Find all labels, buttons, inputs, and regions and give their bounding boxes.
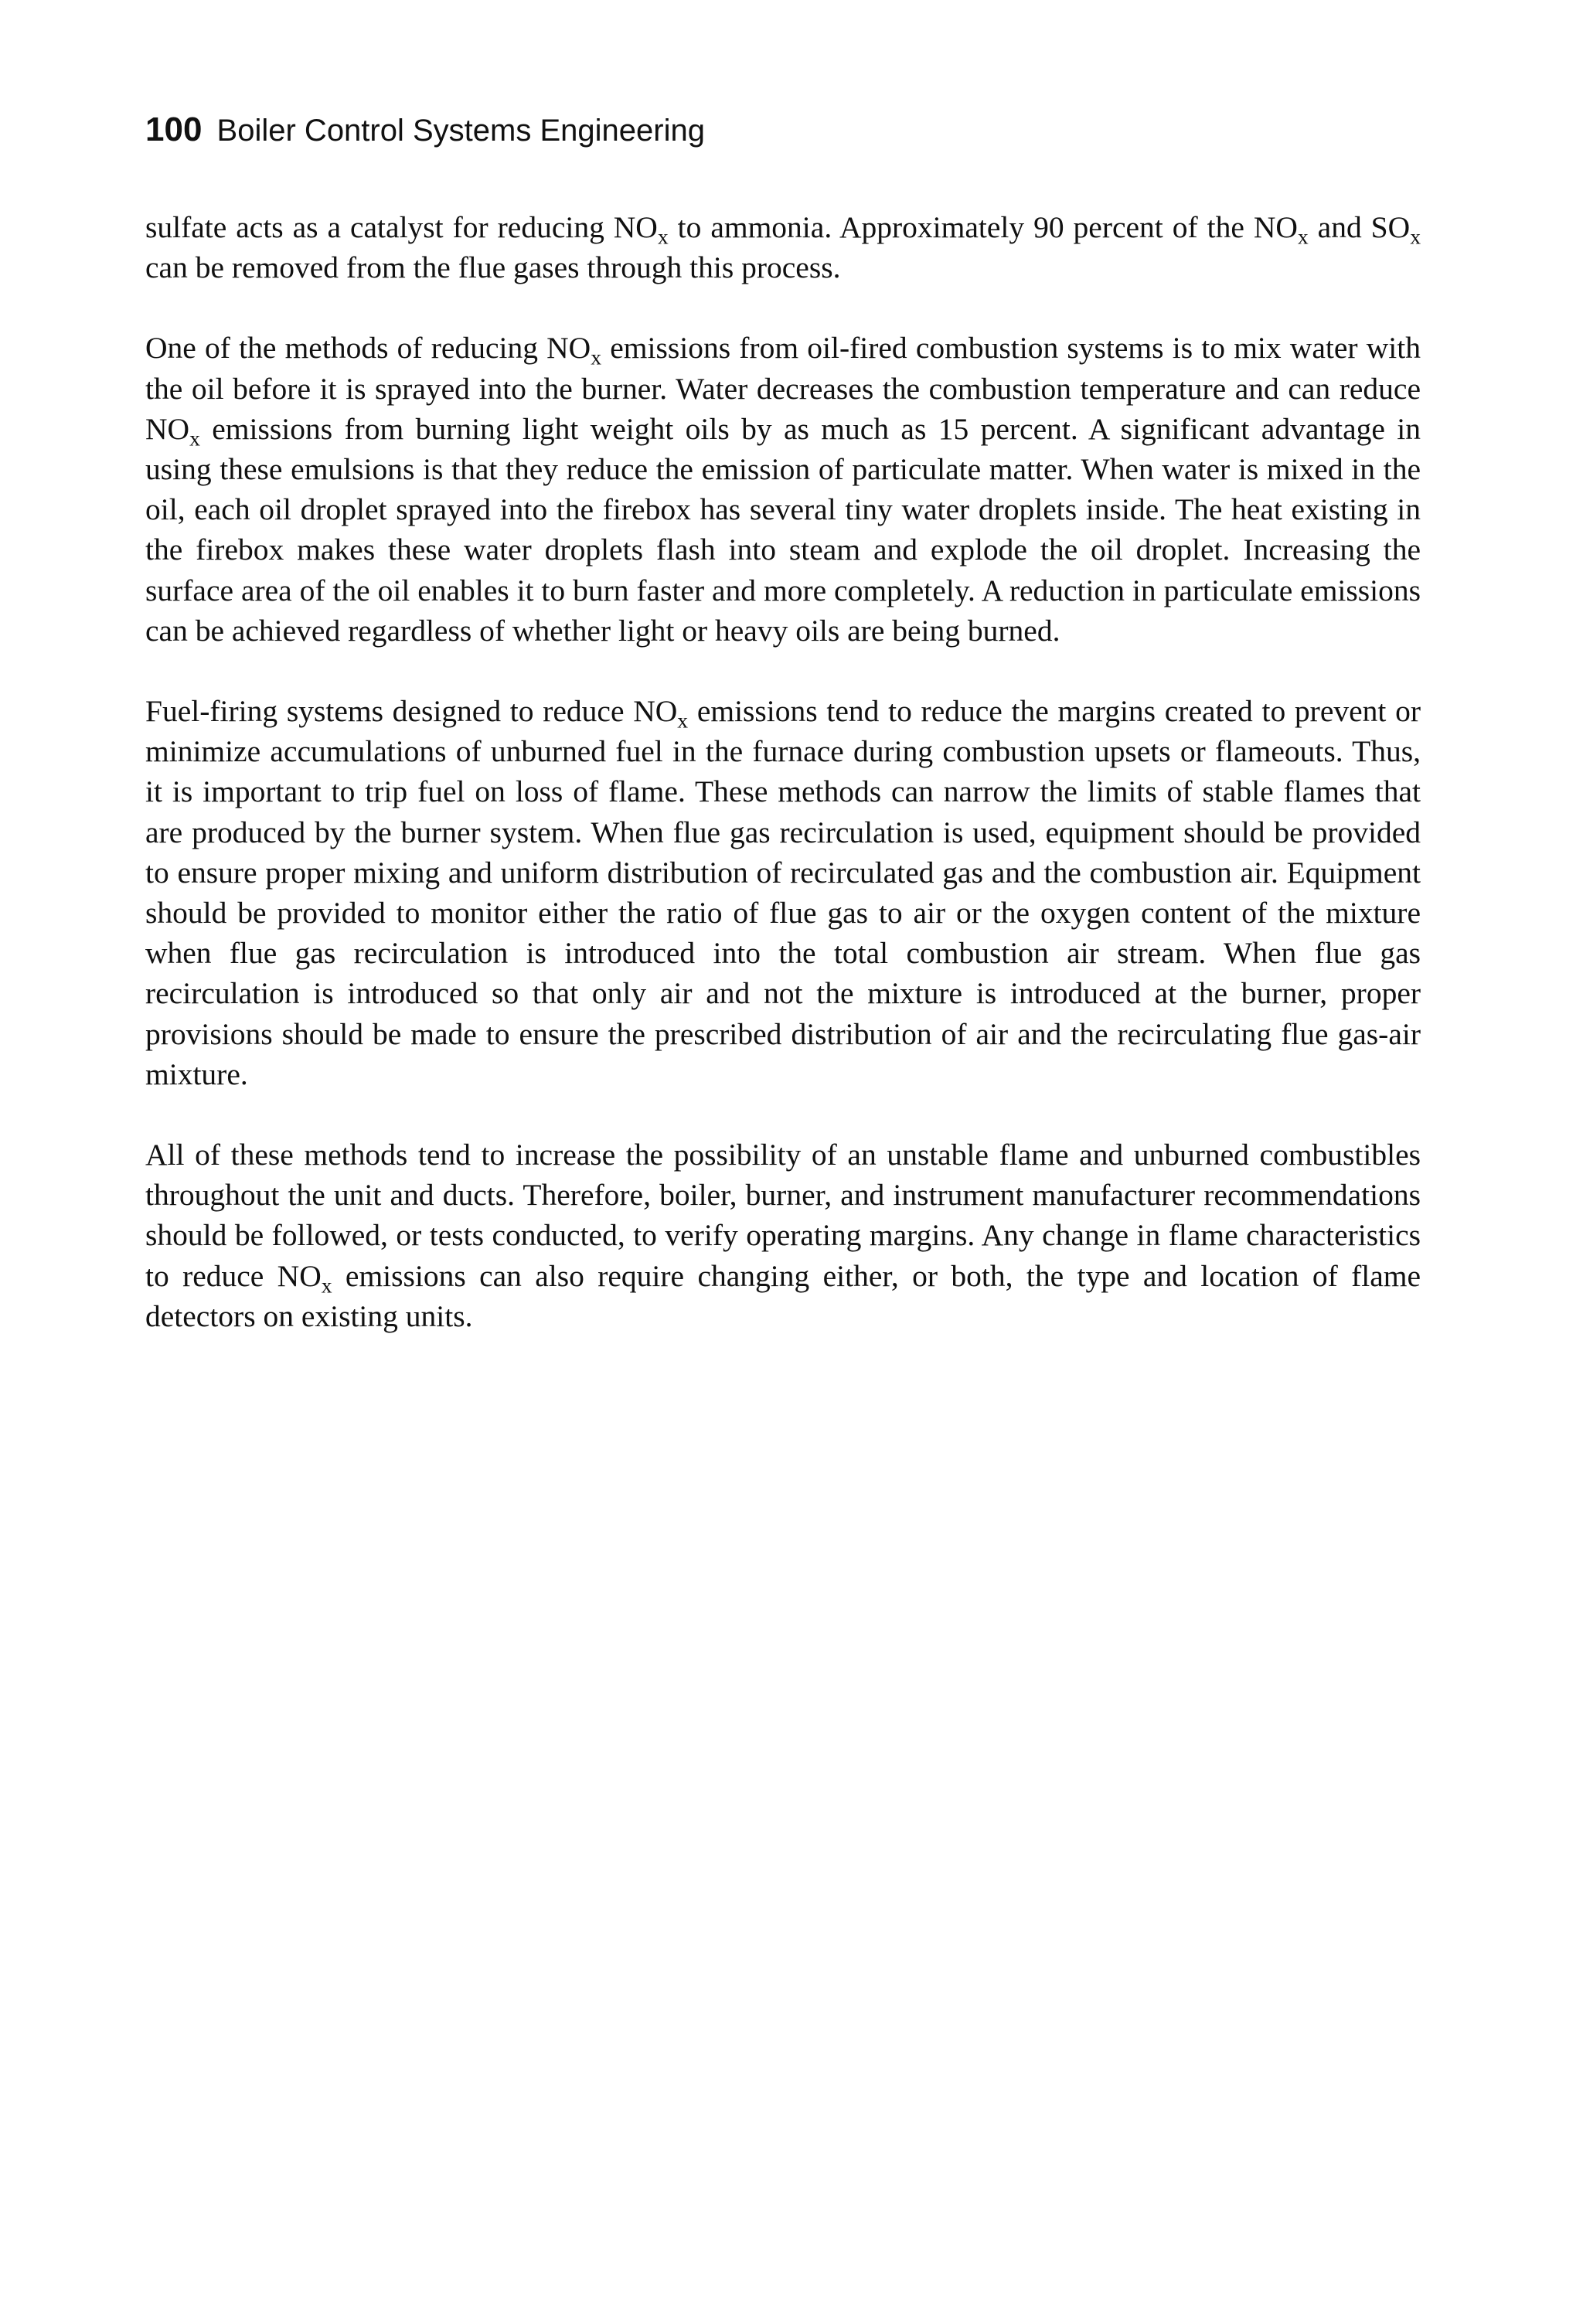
paragraph-2: One of the methods of reducing $NO_x$ emissions from oil-fired combustion systems is to mix water with the oil before it is sprayed into the burner. Water decreases the combustion temperature and can reduce $NO_x$ emissions from burning light weight oils by as much as 15 percent. A significant advantage in using these emulsions is that they reduce the emission of particulate matter. When water is mixed in the oil, each oil droplet sprayed into the firebox has several tiny water droplets inside. The heat existing in the firebox makes these water droplets flash into steam and explode the oil droplet. Increasing the surface area of the oil enables it to burn faster and more completely. A reduction in particulate emissions can be achieved regardless of whether light or heavy oils are being burned. bbox=[145, 331, 1421, 648]
paragraph-4: All of these methods tend to increase the possibility of an unstable flame and unburned combustibles throughout the unit and ducts. Therefore, boiler, burner, and instrument manufacturer recommendations should be followed, or tests conducted, to verify operating margins. Any change in flame characteristics to reduce $NO_x$ emissions can also require changing either, or both, the type and location of flame detectors on existing units. bbox=[145, 1138, 1421, 1333]
paragraph-1: sulfate acts as a catalyst for reducing $NO_x$ to ammonia. Approximately 90 percent of the $NO_x$ and $SO_x$ can be removed from the flue gases through this process. bbox=[145, 210, 1421, 285]
body-text bbox=[145, 207, 1421, 1376]
page-number: 100 bbox=[145, 111, 203, 148]
book-title: Boiler Control Systems Engineering bbox=[216, 114, 705, 148]
running-head bbox=[145, 110, 705, 151]
paragraph-3: Fuel-firing systems designed to reduce $NO_x$ emissions tend to reduce the margins created to prevent or minimize accumulations of unburned fuel in the furnace during combustion upsets or flameouts. Thus, it is important to trip fuel on loss of flame. These methods can narrow the limits of stable flames that are produced by the burner system. When flue gas recirculation is used, equipment should be provided to ensure proper mixing and uniform distribution of recirculated gas and the combustion air. Equipment should be provided to monitor either the ratio of flue gas to air or the oxygen content of the mixture when flue gas recirculation is introduced into the total combustion air stream. When flue gas recirculation is introduced so that only air and not the mixture is introduced at the burner, proper provisions should be made to ensure the prescribed distribution of air and the recirculating flue gas-air mixture. bbox=[145, 694, 1421, 1091]
